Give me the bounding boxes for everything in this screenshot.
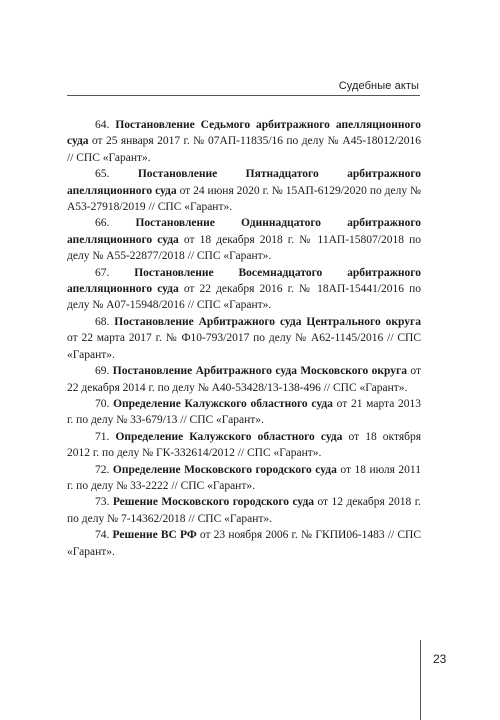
reference-item <box>67 117 421 166</box>
reference-item <box>67 215 421 264</box>
reference-item <box>67 527 421 560</box>
reference-details: от 25 января 2017 г. № 07АП-11835/16 по делу № А45-18012/2016 // СПС «Гарант». <box>67 135 421 164</box>
reference-number: 67. <box>95 266 110 279</box>
page-number-divider <box>420 640 421 720</box>
reference-number: 71. <box>95 430 110 443</box>
reference-details: от 24 июня 2020 г. № 15АП-6129/2020 по делу № А53-27918/2019 // СПС «Гарант». <box>67 184 421 214</box>
reference-details: от 22 декабря 2014 г. по делу № А40-53428/13-138-496 // СПС «Гарант». <box>67 365 421 394</box>
reference-number: 68. <box>95 315 110 328</box>
reference-list <box>67 117 421 560</box>
reference-number: 74. <box>95 529 110 542</box>
reference-details: от 22 декабря 2016 г. № 18АП-15441/2016 по делу № А07-15948/2016 // СПС «Гарант». <box>67 283 421 312</box>
reference-item <box>67 462 421 495</box>
reference-details: от 18 октября 2012 г. по делу № ГК-332614/2012 // СПС «Гарант». <box>67 430 422 460</box>
page-number: 23 <box>433 652 447 666</box>
header-divider <box>67 95 420 96</box>
reference-number: 64. <box>95 119 110 131</box>
reference-title: Определение Калужского областного суда <box>115 430 343 443</box>
reference-number: 65. <box>95 168 110 181</box>
reference-title: Постановление Арбитражного суда Московского округа <box>112 365 407 378</box>
reference-item <box>67 396 421 429</box>
reference-title: Постановление Восемнадцатого арбитражного апелляционного суда <box>67 266 421 296</box>
reference-number: 70. <box>95 397 110 410</box>
reference-item <box>67 166 421 215</box>
reference-item <box>67 429 421 462</box>
reference-title: Определение Московского городского суда <box>112 463 337 476</box>
reference-title: Решение ВС РФ <box>112 529 197 542</box>
reference-number: 72. <box>95 463 110 476</box>
reference-title: Постановление Седьмого арбитражного апелляционного суда <box>67 119 421 148</box>
reference-item <box>67 265 421 314</box>
reference-details: от 22 марта 2017 г. № Ф10-793/2017 по делу № А62-1145/2016 // СПС «Гарант». <box>67 332 421 361</box>
running-header: Судебные акты <box>338 80 419 92</box>
reference-item <box>67 314 421 363</box>
reference-details: от 12 декабря 2018 г. по делу № 7-14362/2018 // СПС «Гарант». <box>67 496 421 525</box>
reference-details: от 18 декабря 2018 г. № 11АП-15807/2018 по делу № А55-22877/2018 // СПС «Гарант». <box>67 233 421 263</box>
reference-item <box>67 363 421 396</box>
reference-number: 73. <box>95 496 110 509</box>
reference-title: Постановление Арбитражного суда Центрального округа <box>114 315 421 328</box>
reference-title: Определение Калужского областного суда <box>113 397 333 410</box>
reference-details: от 21 марта 2013 г. по делу № 33-679/13 // СПС «Гарант». <box>67 397 422 427</box>
reference-title: Постановление Одиннадцатого арбитражного апелляционного суда <box>67 217 422 246</box>
reference-title: Решение Московского городского суда <box>112 496 315 509</box>
reference-title: Постановление Пятнадцатого арбитражного апелляционного суда <box>67 168 422 197</box>
reference-details: от 18 июля 2011 г. по делу № 33-2222 // СПС «Гарант». <box>67 463 422 492</box>
reference-details: от 23 ноября 2006 г. № ГКПИ06-1483 // СПС «Гарант». <box>67 529 422 558</box>
reference-item <box>67 494 421 527</box>
reference-number: 66. <box>95 217 110 230</box>
reference-number: 69. <box>95 365 110 378</box>
